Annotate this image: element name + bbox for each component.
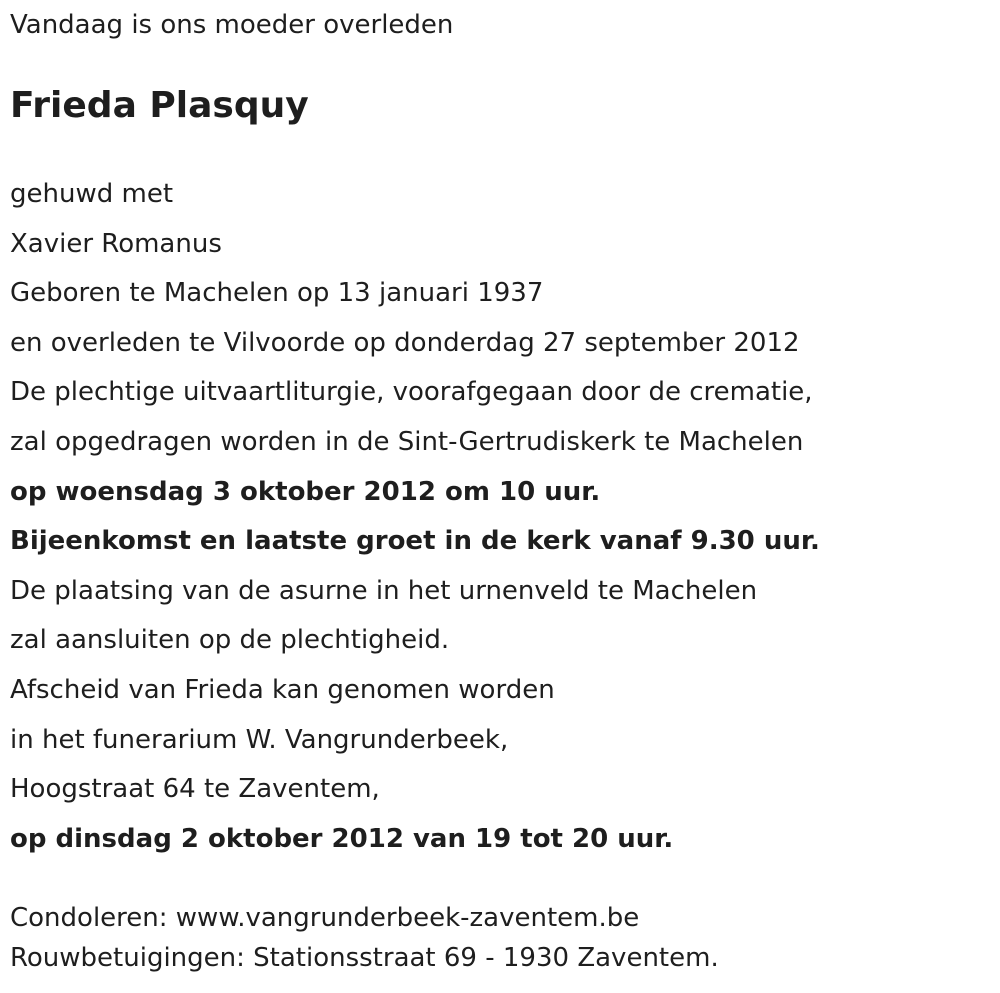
intro-text: Vandaag is ons moeder overleden [10, 10, 454, 40]
condolences-line: Condoleren: www.vangrunderbeek-zaventem.be [10, 903, 640, 933]
notice-line: zal aansluiten op de plechtigheid. [10, 625, 450, 656]
notice-line: in het funerarium W. Vangrunderbeek, [10, 724, 509, 755]
address-line: Rouwbetuigingen: Stationsstraat 69 - 1930 Zaventem. [10, 943, 719, 973]
notice-line: De plaatsing van de asurne in het urnenveld te Machelen [10, 575, 758, 606]
notice-body [10, 174, 820, 868]
notice-line: De plechtige uitvaartliturgie, voorafgegaan door de crematie, [10, 377, 813, 408]
notice-line: en overleden te Vilvoorde op donderdag 27 september 2012 [10, 327, 800, 358]
deceased-name: Frieda Plasquy [10, 85, 309, 126]
notice-line: Xavier Romanus [10, 228, 222, 259]
notice-line: Geboren te Machelen op 13 januari 1937 [10, 278, 544, 309]
visitation-date-line: op dinsdag 2 oktober 2012 van 19 tot 20 uur. [10, 823, 674, 854]
notice-line: Hoogstraat 64 te Zaventem, [10, 774, 380, 805]
ceremony-date-line: op woensdag 3 oktober 2012 om 10 uur. [10, 476, 601, 507]
gathering-time-line: Bijeenkomst en laatste groet in de kerk vanaf 9.30 uur. [10, 526, 820, 557]
notice-footer [10, 899, 719, 979]
notice-line: Afscheid van Frieda kan genomen worden [10, 674, 555, 705]
notice-line: zal opgedragen worden in de Sint-Gertrudiskerk te Machelen [10, 426, 804, 457]
notice-line: gehuwd met [10, 179, 174, 209]
